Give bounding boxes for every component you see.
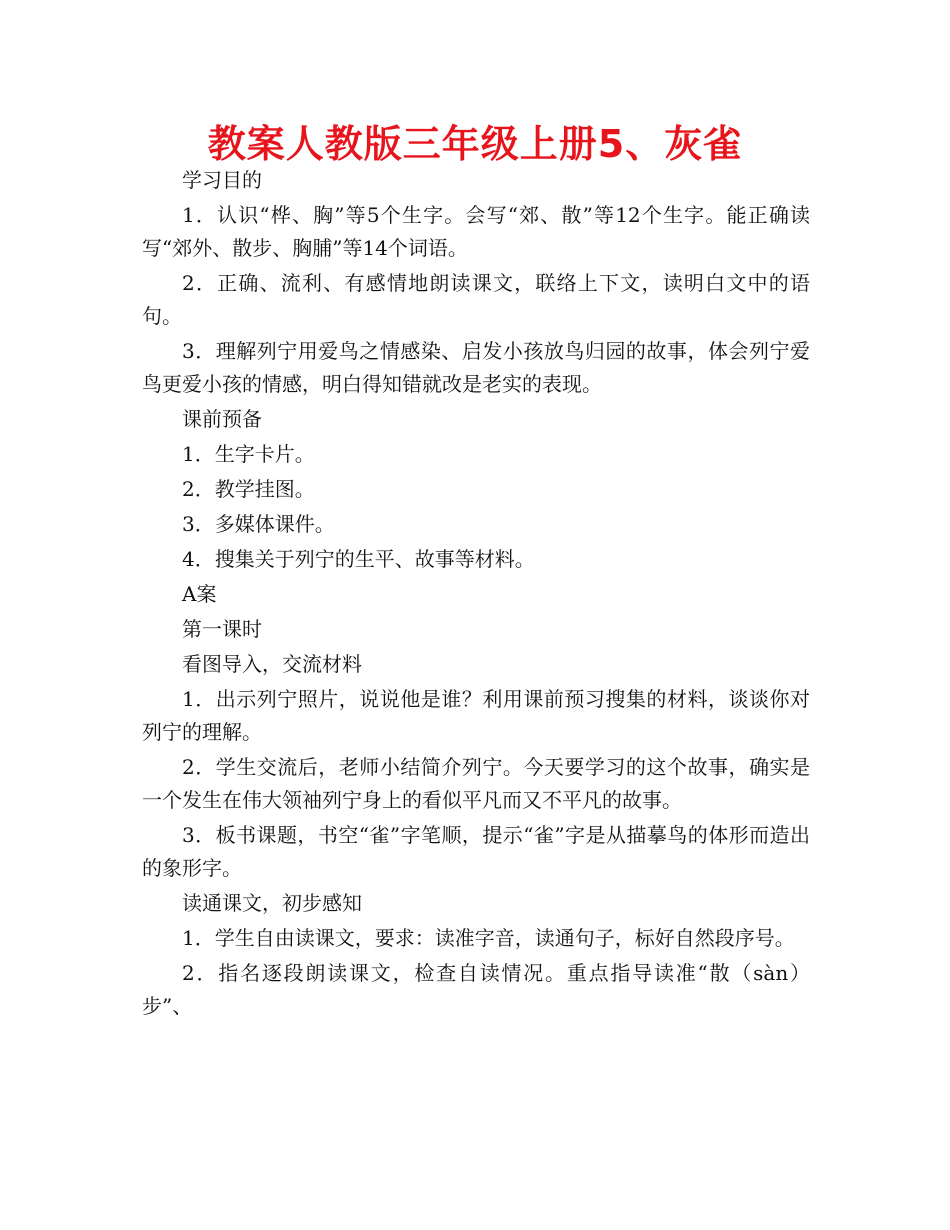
paragraph-heading-section: 看图导入，交流材料 bbox=[182, 652, 362, 676]
document-title: 教案人教版三年级上册5、灰雀 bbox=[207, 122, 743, 166]
paragraph: 3．理解列宁用爱鸟之情感染、启发小孩放鸟归园的故事，体会列宁爱鸟更爱小孩的情感，明白得知错就改是老实的表现。 bbox=[142, 339, 810, 396]
paragraph: 4．搜集关于列宁的生平、故事等材料。 bbox=[182, 547, 535, 571]
paragraph: 3．板书课题，书空“雀”字笔顺，提示“雀”字是从描摹鸟的体形而造出的象形字。 bbox=[142, 823, 810, 880]
document-body bbox=[142, 164, 810, 1023]
paragraph-heading-objectives: 学习目的 bbox=[182, 168, 262, 192]
paragraph: 2．指名逐段朗读课文，检查自读情况。重点指导读准“散（sàn）步”、 bbox=[142, 961, 810, 1018]
paragraph-heading-plan-a: A案 bbox=[182, 582, 217, 606]
paragraph: 1．出示列宁照片，说说他是谁？利用课前预习搜集的材料，谈谈你对列宁的理解。 bbox=[142, 687, 810, 744]
paragraph-heading-section: 读通课文，初步感知 bbox=[182, 891, 362, 915]
paragraph: 1．认识“桦、胸”等5个生字。会写“郊、散”等12个生字。能正确读写“郊外、散步、胸脯”等14个词语。 bbox=[142, 203, 810, 260]
paragraph: 2．学生交流后，老师小结简介列宁。今天要学习的这个故事，确实是一个发生在伟大领袖列宁身上的看似平凡而又不平凡的故事。 bbox=[142, 755, 810, 812]
paragraph-heading-first-lesson: 第一课时 bbox=[182, 617, 262, 641]
paragraph: 2．正确、流利、有感情地朗读课文，联络上下文，读明白文中的语句。 bbox=[142, 271, 810, 328]
paragraph-heading-preparation: 课前预备 bbox=[182, 407, 262, 431]
paragraph: 1．生字卡片。 bbox=[182, 442, 315, 466]
paragraph: 1．学生自由读课文，要求：读准字音，读通句子，标好自然段序号。 bbox=[182, 926, 795, 950]
paragraph: 2．教学挂图。 bbox=[182, 477, 315, 501]
paragraph: 3．多媒体课件。 bbox=[182, 512, 335, 536]
